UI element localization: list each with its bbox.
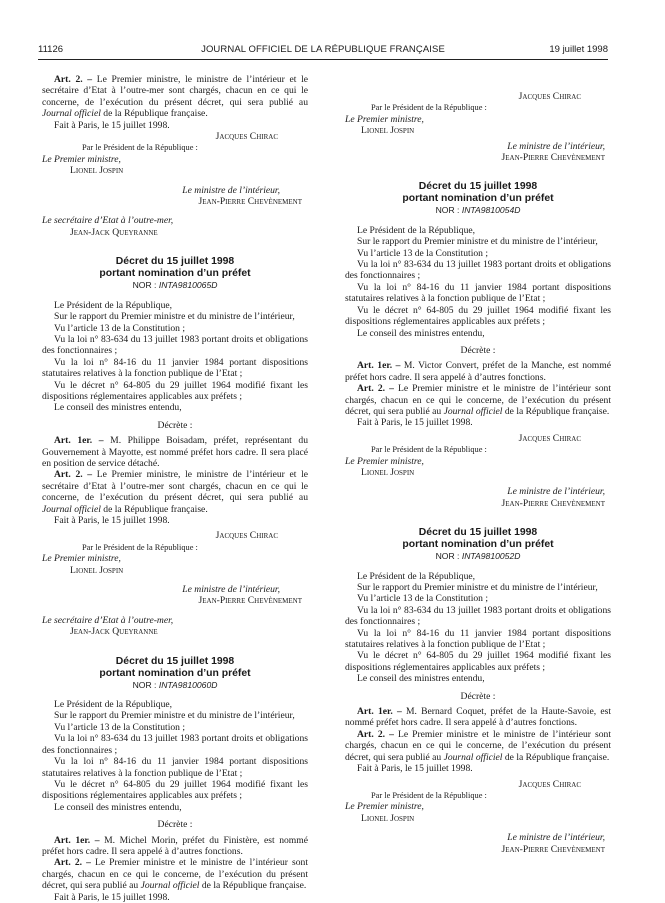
decree-paragraph: Vu le décret n° 64-805 du 29 juillet 1964 modifié fixant les dispositions réglementaires applicables aux préfets ;: [345, 650, 611, 673]
decree-paragraph: Sur le rapport du Premier ministre et du ministre de l’intérieur,: [357, 236, 598, 248]
decree-paragraph: Vu la loi n° 84-16 du 11 janvier 1984 portant dispositions statutaires relatives à la fonction publique de l’Etat ;: [345, 281, 611, 305]
signatory-name: Jean-Pierre Chevènement: [501, 497, 605, 509]
article-paragraph: Art. 2. – Le Premier ministre, le ministre de l’intérieur et le secrétaire d’Etat à l’outre-mer sont chargés, chacun en ce qui le concerne, de l’exécution du présent décret, qui sera publié au Journal officiel de la République française.: [42, 74, 308, 120]
decree-paragraph: Vu l’article 13 de la Constitution ;: [357, 247, 489, 259]
decree-paragraph: Le Président de la République,: [54, 299, 173, 311]
decree-paragraph: Vu la loi n° 83-634 du 13 juillet 1983 portant droits et obligations des fonctionnaires ;: [42, 333, 308, 357]
par-president: Par le Président de la République :: [371, 445, 487, 455]
signatory-title: Le ministre de l’intérieur,: [182, 584, 280, 596]
signatory-name: Jean-Jack Queyranne: [70, 226, 158, 238]
decrete-label: Décrète :: [460, 344, 496, 356]
decree-paragraph: Le Président de la République,: [357, 570, 476, 582]
journal-title: JOURNAL OFFICIEL DE LA RÉPUBLIQUE FRANÇAISE: [201, 44, 445, 55]
signatory-title: Le ministre de l’intérieur,: [182, 184, 280, 196]
article-paragraph: Art. 1er. – M. Michel Morin, préfet du Finistère, est nommé préfet hors cadre. Il sera appelé à d’autres fonctions.: [42, 834, 308, 857]
signatory-title: Le Premier ministre,: [345, 801, 424, 813]
signatory-title: Le ministre de l’intérieur,: [507, 832, 605, 844]
fait-line: Fait à Paris, le 15 juillet 1998.: [54, 515, 170, 526]
article-paragraph: Art. 1er. – M. Victor Convert, préfet de la Manche, est nommé préfet hors cadre. Il sera appelé à d’autres fonctions.: [345, 360, 611, 383]
decree-paragraph: Le conseil des ministres entendu,: [357, 327, 485, 339]
signatory-president: Jacques Chirac: [215, 530, 278, 542]
right-column: [345, 91, 611, 855]
decree-paragraph: Le Président de la République,: [357, 224, 476, 236]
fait-line: Fait à Paris, le 15 juillet 1998.: [357, 763, 473, 775]
signatory-president: Jacques Chirac: [215, 131, 278, 143]
decree-title: Décret du 15 juillet 1998 portant nomination d’un préfet: [402, 181, 554, 205]
signatory-title: Le ministre de l’intérieur,: [507, 140, 605, 152]
signatory-title: Le Premier ministre,: [42, 553, 121, 565]
nor-reference: NOR : INTA9810054D: [435, 205, 521, 216]
nor-reference: NOR : INTA9810052D: [435, 551, 521, 562]
left-column: [42, 74, 308, 903]
decree-paragraph: Le conseil des ministres entendu,: [357, 673, 485, 685]
decrete-label: Décrète :: [460, 690, 496, 702]
signatory-title: Le Premier ministre,: [345, 455, 424, 467]
article-paragraph: Art. 2. – Le Premier ministre, le ministre de l’intérieur et le secrétaire d’Etat à l’outre-mer sont chargés, chacun en ce qui le concerne, de l’exécution du présent décret, qui sera publié au Journal officiel de la République française.: [42, 469, 308, 515]
decree-paragraph: Le conseil des ministres entendu,: [54, 801, 182, 813]
par-president: Par le Président de la République :: [82, 542, 198, 552]
decree-paragraph: Le Président de la République,: [54, 699, 173, 711]
decree-title: Décret du 15 juillet 1998 portant nomination d’un préfet: [99, 256, 251, 280]
decree-paragraph: Vu le décret n° 64-805 du 29 juillet 1964 modifié fixant les dispositions réglementaires applicables aux préfets ;: [345, 304, 611, 328]
par-president: Par le Président de la République :: [371, 790, 487, 800]
decree-paragraph: Sur le rapport du Premier ministre et du ministre de l’intérieur,: [54, 710, 295, 722]
article-paragraph: Art. 2. – Le Premier ministre et le ministre de l’intérieur sont chargés, chacun en ce qui le concerne, de l’exécution du présent décret, qui sera publié au Journal officiel de la République française.: [345, 728, 612, 763]
signatory-name: Jean-Pierre Chevènement: [501, 152, 605, 164]
decree-paragraph: Vu l’article 13 de la Constitution ;: [357, 593, 489, 605]
signatory-president: Jacques Chirac: [518, 432, 581, 444]
decree-paragraph: Vu la loi n° 84-16 du 11 janvier 1984 portant dispositions statutaires relatives à la fonction publique de l’Etat ;: [345, 627, 611, 651]
decree-paragraph: Vu la loi n° 83-634 du 13 juillet 1983 portant droits et obligations des fonctionnaires ;: [345, 604, 611, 628]
fait-line: Fait à Paris, le 15 juillet 1998.: [54, 119, 170, 131]
nor-reference: NOR : INTA9810065D: [132, 280, 218, 291]
signatory-name: Lionel Jospin: [70, 165, 124, 177]
signatory-title: Le ministre de l’intérieur,: [507, 486, 605, 498]
signatory-title: Le Premier ministre,: [345, 113, 424, 125]
decree-paragraph: Le conseil des ministres entendu,: [54, 402, 182, 414]
decree-paragraph: Vu l’article 13 de la Constitution ;: [54, 721, 186, 733]
par-president: Par le Président de la République :: [371, 103, 487, 113]
decrete-label: Décrète :: [157, 419, 193, 431]
signatory-name: Lionel Jospin: [361, 125, 415, 137]
signatory-name: Lionel Jospin: [361, 812, 415, 824]
decree-paragraph: Vu l’article 13 de la Constitution ;: [54, 322, 186, 334]
fait-line: Fait à Paris, le 15 juillet 1998.: [357, 417, 473, 429]
decree-paragraph: Sur le rapport du Premier ministre et du ministre de l’intérieur,: [54, 311, 295, 323]
signatory-name: Jean-Pierre Chevènement: [501, 843, 605, 855]
decree-paragraph: Vu la loi n° 83-634 du 13 juillet 1983 portant droits et obligations des fonctionnaires ;: [345, 259, 611, 282]
par-president: Par le Président de la République :: [82, 143, 198, 153]
signatory-title: Le Premier ministre,: [42, 153, 121, 165]
nor-reference: NOR : INTA9810060D: [132, 679, 218, 690]
signatory-name: Jean-Jack Queyranne: [70, 626, 158, 638]
signatory-name: Jean-Pierre Chevènement: [198, 595, 302, 607]
decree-paragraph: Vu le décret n° 64-805 du 29 juillet 1964 modifié fixant les dispositions réglementaires applicables aux préfets ;: [42, 379, 308, 402]
signatory-title: Le secrétaire d’Etat à l’outre-mer,: [42, 215, 174, 227]
decrete-label: Décrète :: [157, 819, 193, 831]
signatory-name: Lionel Jospin: [70, 564, 124, 576]
decree-paragraph: Vu la loi n° 84-16 du 11 janvier 1984 portant dispositions statutaires relatives à la fonction publique de l’Etat ;: [42, 756, 308, 779]
article-paragraph: Art. 1er. – M. Bernard Coquet, préfet de la Haute-Savoie, est nommé préfet hors cadre. Il sera appelé à d’autres fonctions.: [345, 706, 611, 729]
article-paragraph: Art. 2. – Le Premier ministre et le ministre de l’intérieur sont chargés, chacun en ce qui le concerne, de l’exécution du présent décret, qui sera publié au Journal officiel de la République française.: [42, 857, 309, 892]
decree-paragraph: Sur le rapport du Premier ministre et du ministre de l’intérieur,: [357, 582, 598, 593]
header-rule: [38, 59, 608, 60]
signatory-president: Jacques Chirac: [518, 91, 581, 102]
signatory-name: Jean-Pierre Chevènement: [198, 196, 302, 208]
decree-paragraph: Vu la loi n° 83-634 du 13 juillet 1983 portant droits et obligations des fonctionnaires ;: [42, 733, 308, 756]
page-header: [38, 44, 608, 58]
decree-paragraph: Vu la loi n° 84-16 du 11 janvier 1984 portant dispositions statutaires relatives à la fonction publique de l’Etat ;: [42, 356, 308, 380]
decree-title: Décret du 15 juillet 1998 portant nomination d’un préfet: [99, 655, 251, 679]
fait-line: Fait à Paris, le 15 juillet 1998.: [54, 891, 170, 903]
decree-paragraph: Vu le décret n° 64-805 du 29 juillet 1964 modifié fixant les dispositions réglementaires applicables aux préfets ;: [42, 778, 308, 802]
article-paragraph: Art. 1er. – M. Philippe Boisadam, préfet, représentant du Gouvernement à Mayotte, est nommé préfet hors cadre. Il sera placé en position de service détaché.: [42, 435, 308, 469]
page-number: 11126: [38, 44, 64, 55]
signatory-title: Le secrétaire d’Etat à l’outre-mer,: [42, 614, 174, 626]
issue-date: 19 juillet 1998: [549, 44, 608, 55]
article-paragraph: Art. 2. – Le Premier ministre et le ministre de l’intérieur sont chargés, chacun en ce qui le concerne, de l’exécution du présent décret, qui sera publié au Journal officiel de la République française.: [345, 383, 612, 417]
decree-title: Décret du 15 juillet 1998 portant nomination d’un préfet: [402, 527, 554, 551]
signatory-name: Lionel Jospin: [361, 466, 415, 478]
signatory-president: Jacques Chirac: [518, 778, 581, 790]
